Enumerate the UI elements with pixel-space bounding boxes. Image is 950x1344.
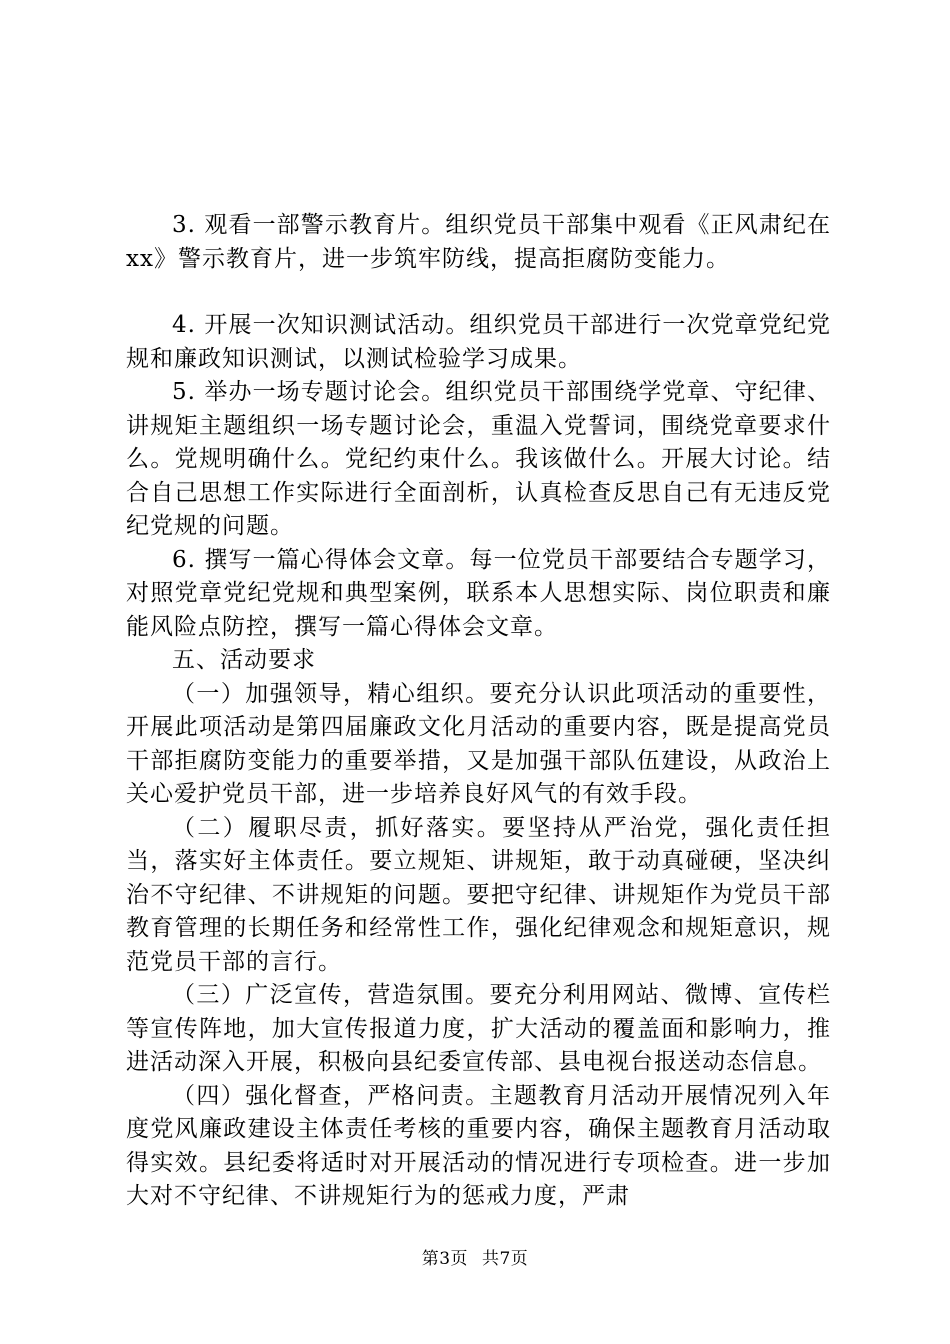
paragraph-item-5: 5. 举办一场专题讨论会。组织党员干部围绕学党章、守纪律、讲规矩主题组织一场专题讨论会，重温入党誓词，围绕党章要求什么。党规明确什么。党纪约束什么。我该做什么。开展大讨论。结合自己思想工作实际进行全面剖析，认真检查反思自己有无违反党纪党规的问题。: [126, 379, 831, 539]
page-footer: [0, 1244, 950, 1269]
requirement-1: （一）加强领导，精心组织。要充分认识此项活动的重要性，开展此项活动是第四届廉政文化月活动的重要内容，既是提高党员干部拒腐防变能力的重要举措，又是加强干部队伍建设，从政治上关心爱护党员干部，进一步培养良好风气的有效手段。: [126, 680, 831, 807]
paragraph-item-3: 3. 观看一部警示教育片。组织党员干部集中观看《正风肃纪在xx》警示教育片，进一步筑牢防线，提高拒腐防变能力。: [126, 212, 831, 272]
paragraph-item-6: 6. 撰写一篇心得体会文章。每一位党员干部要结合专题学习，对照党章党纪党规和典型案例，联系本人思想实际、岗位职责和廉能风险点防控，撰写一篇心得体会文章。: [126, 546, 831, 640]
section-heading: 五、活动要求: [172, 647, 316, 673]
document-body: [126, 209, 831, 1214]
requirement-4: （四）强化督查，严格问责。主题教育月活动开展情况列入年度党风廉政建设主体责任考核的重要内容，确保主题教育月活动取得实效。县纪委将适时对开展活动的情况进行专项检查。进一步加大对不守纪律、不讲规矩行为的惩戒力度，严肃: [126, 1082, 831, 1209]
paragraph-item-4: 4. 开展一次知识测试活动。组织党员干部进行一次党章党纪党规和廉政知识测试，以测试检验学习成果。: [126, 312, 831, 372]
page-total: 共7页: [481, 1249, 529, 1269]
requirement-3: （三）广泛宣传，营造氛围。要充分利用网站、微博、宣传栏等宣传阵地，加大宣传报道力度，扩大活动的覆盖面和影响力，推进活动深入开展，积极向县纪委宣传部、县电视台报送动态信息。: [126, 982, 831, 1075]
requirement-2: （二）履职尽责，抓好落实。要坚持从严治党，强化责任担当，落实好主体责任。要立规矩、讲规矩，敢于动真碰硬，坚决纠治不守纪律、不讲规矩的问题。要把守纪律、讲规矩作为党员干部教育管理的长期任务和经常性工作，强化纪律观念和规矩意识，规范党员干部的言行。: [126, 814, 831, 975]
page-number: 第3页: [421, 1249, 469, 1269]
